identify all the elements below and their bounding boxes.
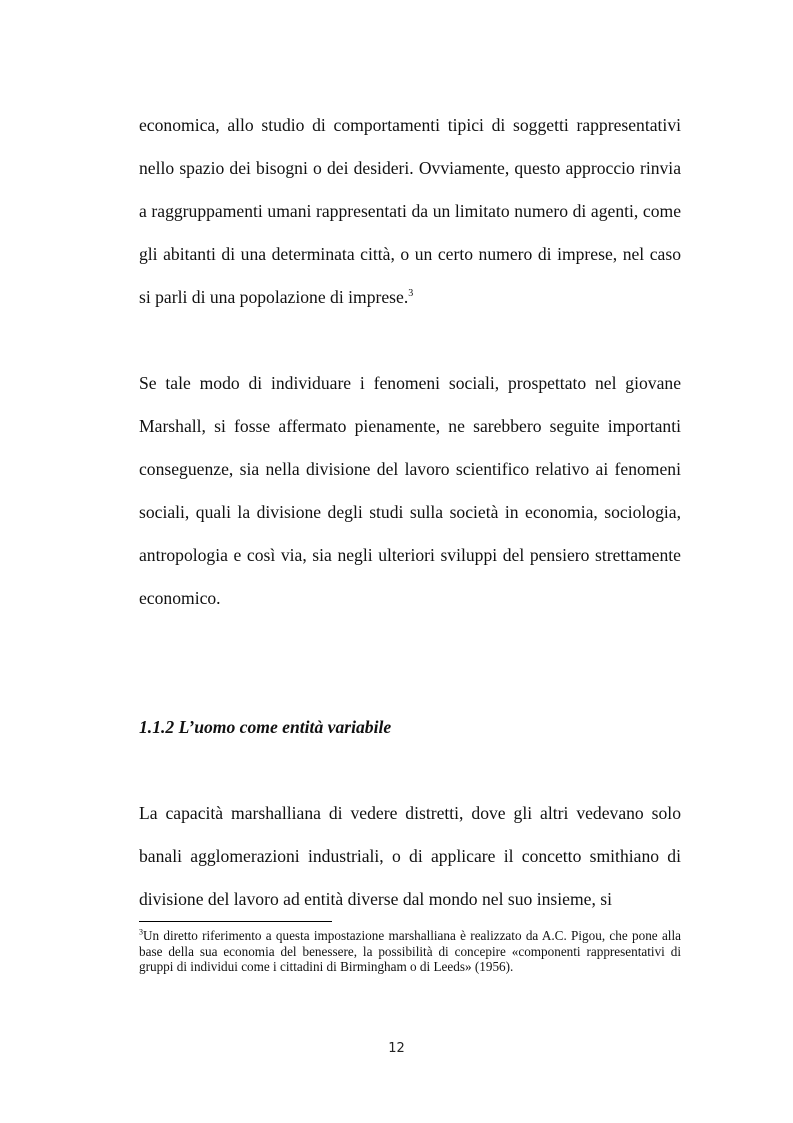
footnote-number: 3 <box>139 927 143 937</box>
body-paragraph: Se tale modo di individuare i fenomeni sociali, prospettato nel giovane Marshall, si fosse affermato pienamente, ne sarebbero seguite importanti conseguenze, sia nella divisione del lavoro scientifico relativo ai fenomeni sociali, quali la divisione degli studi sulla società in economia, sociologia, antropologia e così via, sia negli ulteriori sviluppi del pensiero strettamente economico. <box>139 373 681 608</box>
body-paragraph <box>139 104 681 319</box>
footnote <box>139 928 681 975</box>
footnote-text: Un diretto riferimento a questa impostazione marshalliana è realizzato da A.C. Pigou, che pone alla base della sua economia del benessere, la possibilità di concepire «componenti rappresentativi di gruppi di individui come i cittadini di Birmingham o di Leeds» (1956). <box>139 928 681 975</box>
paragraph-text: economica, allo studio di comportamenti tipici di soggetti rappresentativi nello spazio dei bisogni o dei desideri. Ovviamente, questo approccio rinvia a raggruppamenti umani rappresentati da un limitato numero di agenti, come gli abitanti di una determinata città, o un certo numero di imprese, nel caso si parli di una popolazione di imprese. <box>139 115 681 307</box>
footnote-reference[interactable]: 3 <box>408 288 414 300</box>
footnote-separator <box>139 921 332 922</box>
page-number: 12 <box>388 1041 405 1056</box>
section-heading: 1.1.2 L’uomo come entità variabile <box>139 717 392 737</box>
body-paragraph: La capacità marshalliana di vedere distretti, dove gli altri vedevano solo banali agglomerazioni industriali, o di applicare il concetto smithiano di divisione del lavoro ad entità diverse dal mondo nel suo insieme, si <box>139 803 681 909</box>
